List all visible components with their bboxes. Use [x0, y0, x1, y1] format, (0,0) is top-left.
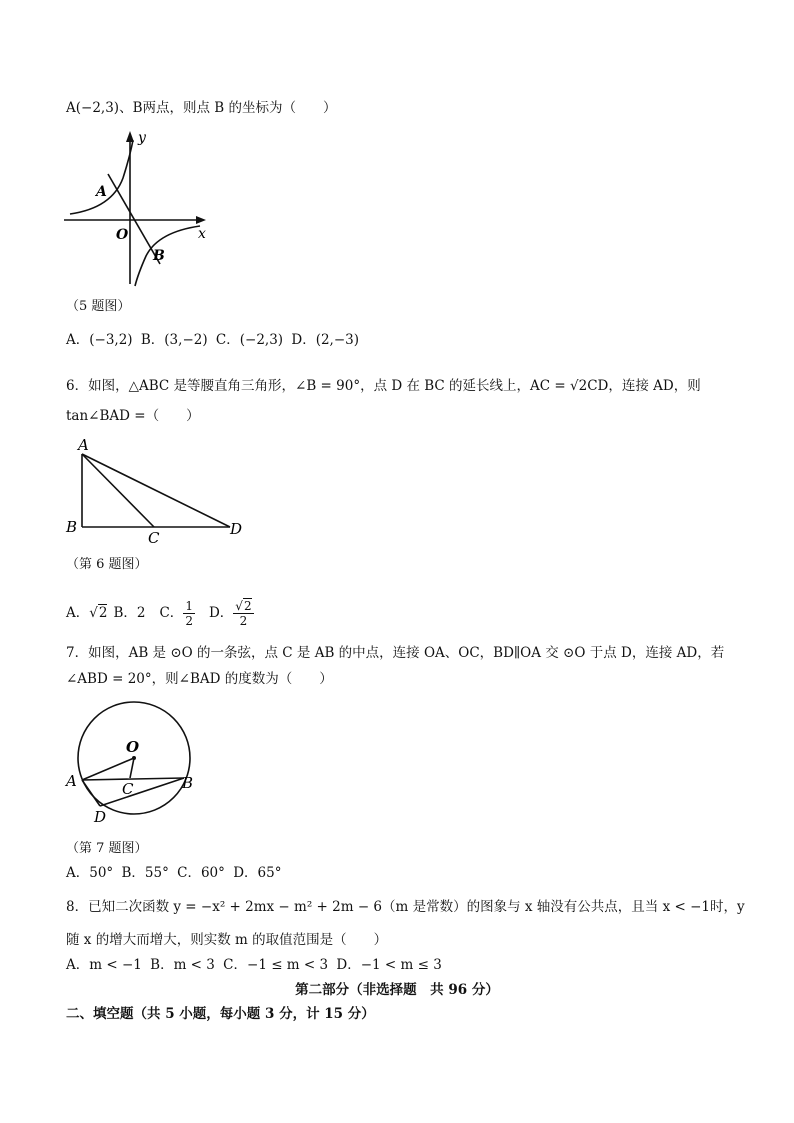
q6-option-b: B．2: [113, 605, 146, 621]
q6-option-c-fraction: [183, 599, 195, 628]
q7-stem-line1: 7．如图，AB 是 ⊙O 的一条弦，点 C 是 AB 的中点，连接 OA、OC，BD∥OA 交 ⊙O 于点 D，连接 AD，若: [66, 645, 725, 661]
q7-circle-figure: [60, 696, 210, 826]
q5-label-y: y: [138, 130, 146, 146]
q7-option-b: B．55°: [121, 865, 169, 881]
q6-label-c: C: [148, 529, 160, 547]
q6-triangle-figure: [64, 434, 254, 547]
q7-caption: （第 7 题图）: [66, 841, 148, 856]
q6-options: [66, 596, 254, 630]
q5-stem-tail: A(−2,3)、B两点，则点 B 的坐标为（ ）: [66, 100, 337, 116]
q5-label-o: O: [116, 227, 129, 243]
q6-label-a: A: [78, 436, 89, 454]
q5-label-b: B: [153, 248, 165, 264]
q6-option-d-denominator: 2: [239, 613, 248, 628]
q8-option-a: A．m < −1: [66, 957, 142, 973]
q8-option-d: D．−1 < m ≤ 3: [336, 957, 442, 973]
q8-option-b: B．m < 3: [150, 957, 215, 973]
q6-stem-line2: tan∠BAD =（ ）: [66, 408, 200, 424]
q6-option-d-numerator: √2: [235, 598, 252, 613]
q6-stem-line1: 6．如图，△ABC 是等腰直角三角形，∠B = 90°，点 D 在 BC 的延长线上，AC = √2CD，连接 AD，则: [66, 378, 701, 394]
q7-option-c: C．60°: [177, 865, 225, 881]
q8-options: [66, 956, 446, 974]
q5-option-c: C．(−2,3): [215, 332, 284, 348]
q5-label-a: A: [96, 184, 107, 200]
q6-option-d-label: D．: [208, 605, 234, 621]
q6-caption: （第 6 题图）: [66, 557, 148, 572]
q7-stem-line2: ∠ABD = 20°，则∠BAD 的度数为（ ）: [66, 671, 333, 687]
q7-option-d: D．65°: [233, 865, 282, 881]
part2-heading: 第二部分（非选择题 共 96 分）: [295, 982, 499, 998]
q5-caption: （5 题图）: [66, 299, 131, 314]
q7-label-d: D: [94, 808, 107, 826]
q6-option-a-label: A．: [66, 605, 90, 621]
q7-label-a: A: [66, 772, 77, 790]
q7-option-a: A．50°: [66, 865, 114, 881]
q6-label-b: B: [66, 518, 78, 536]
q6-option-a-radicand: 2: [98, 605, 108, 621]
q5-option-b: B．(3,−2): [140, 332, 208, 348]
q5-graph: [60, 128, 210, 288]
q5-option-d: D．(2,−3): [291, 332, 360, 348]
q6-option-a-value: √2: [89, 605, 108, 621]
section-fill-in-blank-heading: 二、填空题（共 5 小题，每小题 3 分，计 15 分）: [66, 1006, 375, 1022]
q6-option-c-numerator: 1: [185, 598, 193, 613]
q6-option-c-label: C．: [159, 605, 184, 621]
q6-option-d-fraction: [233, 599, 253, 628]
q7-label-o: O: [126, 738, 140, 756]
q8-stem-line2: 随 x 的增大而增大，则实数 m 的取值范围是（ ）: [66, 932, 388, 948]
q8-option-c: C．−1 ≤ m < 3: [223, 957, 329, 973]
q8-stem-line1: 8．已知二次函数 y = −x² + 2mx − m² + 2m − 6（m 是常数）的图象与 x 轴没有公共点，且当 x < −1时，y: [66, 899, 745, 915]
q6-label-d: D: [230, 520, 243, 538]
q6-option-c-denominator: 2: [185, 613, 193, 628]
q7-options: [66, 864, 285, 882]
q5-options: [66, 331, 363, 349]
q7-label-c: C: [122, 780, 134, 798]
q5-option-a: A．(−3,2): [66, 332, 133, 348]
q5-label-x: x: [198, 226, 206, 242]
q7-label-b: B: [182, 774, 194, 792]
